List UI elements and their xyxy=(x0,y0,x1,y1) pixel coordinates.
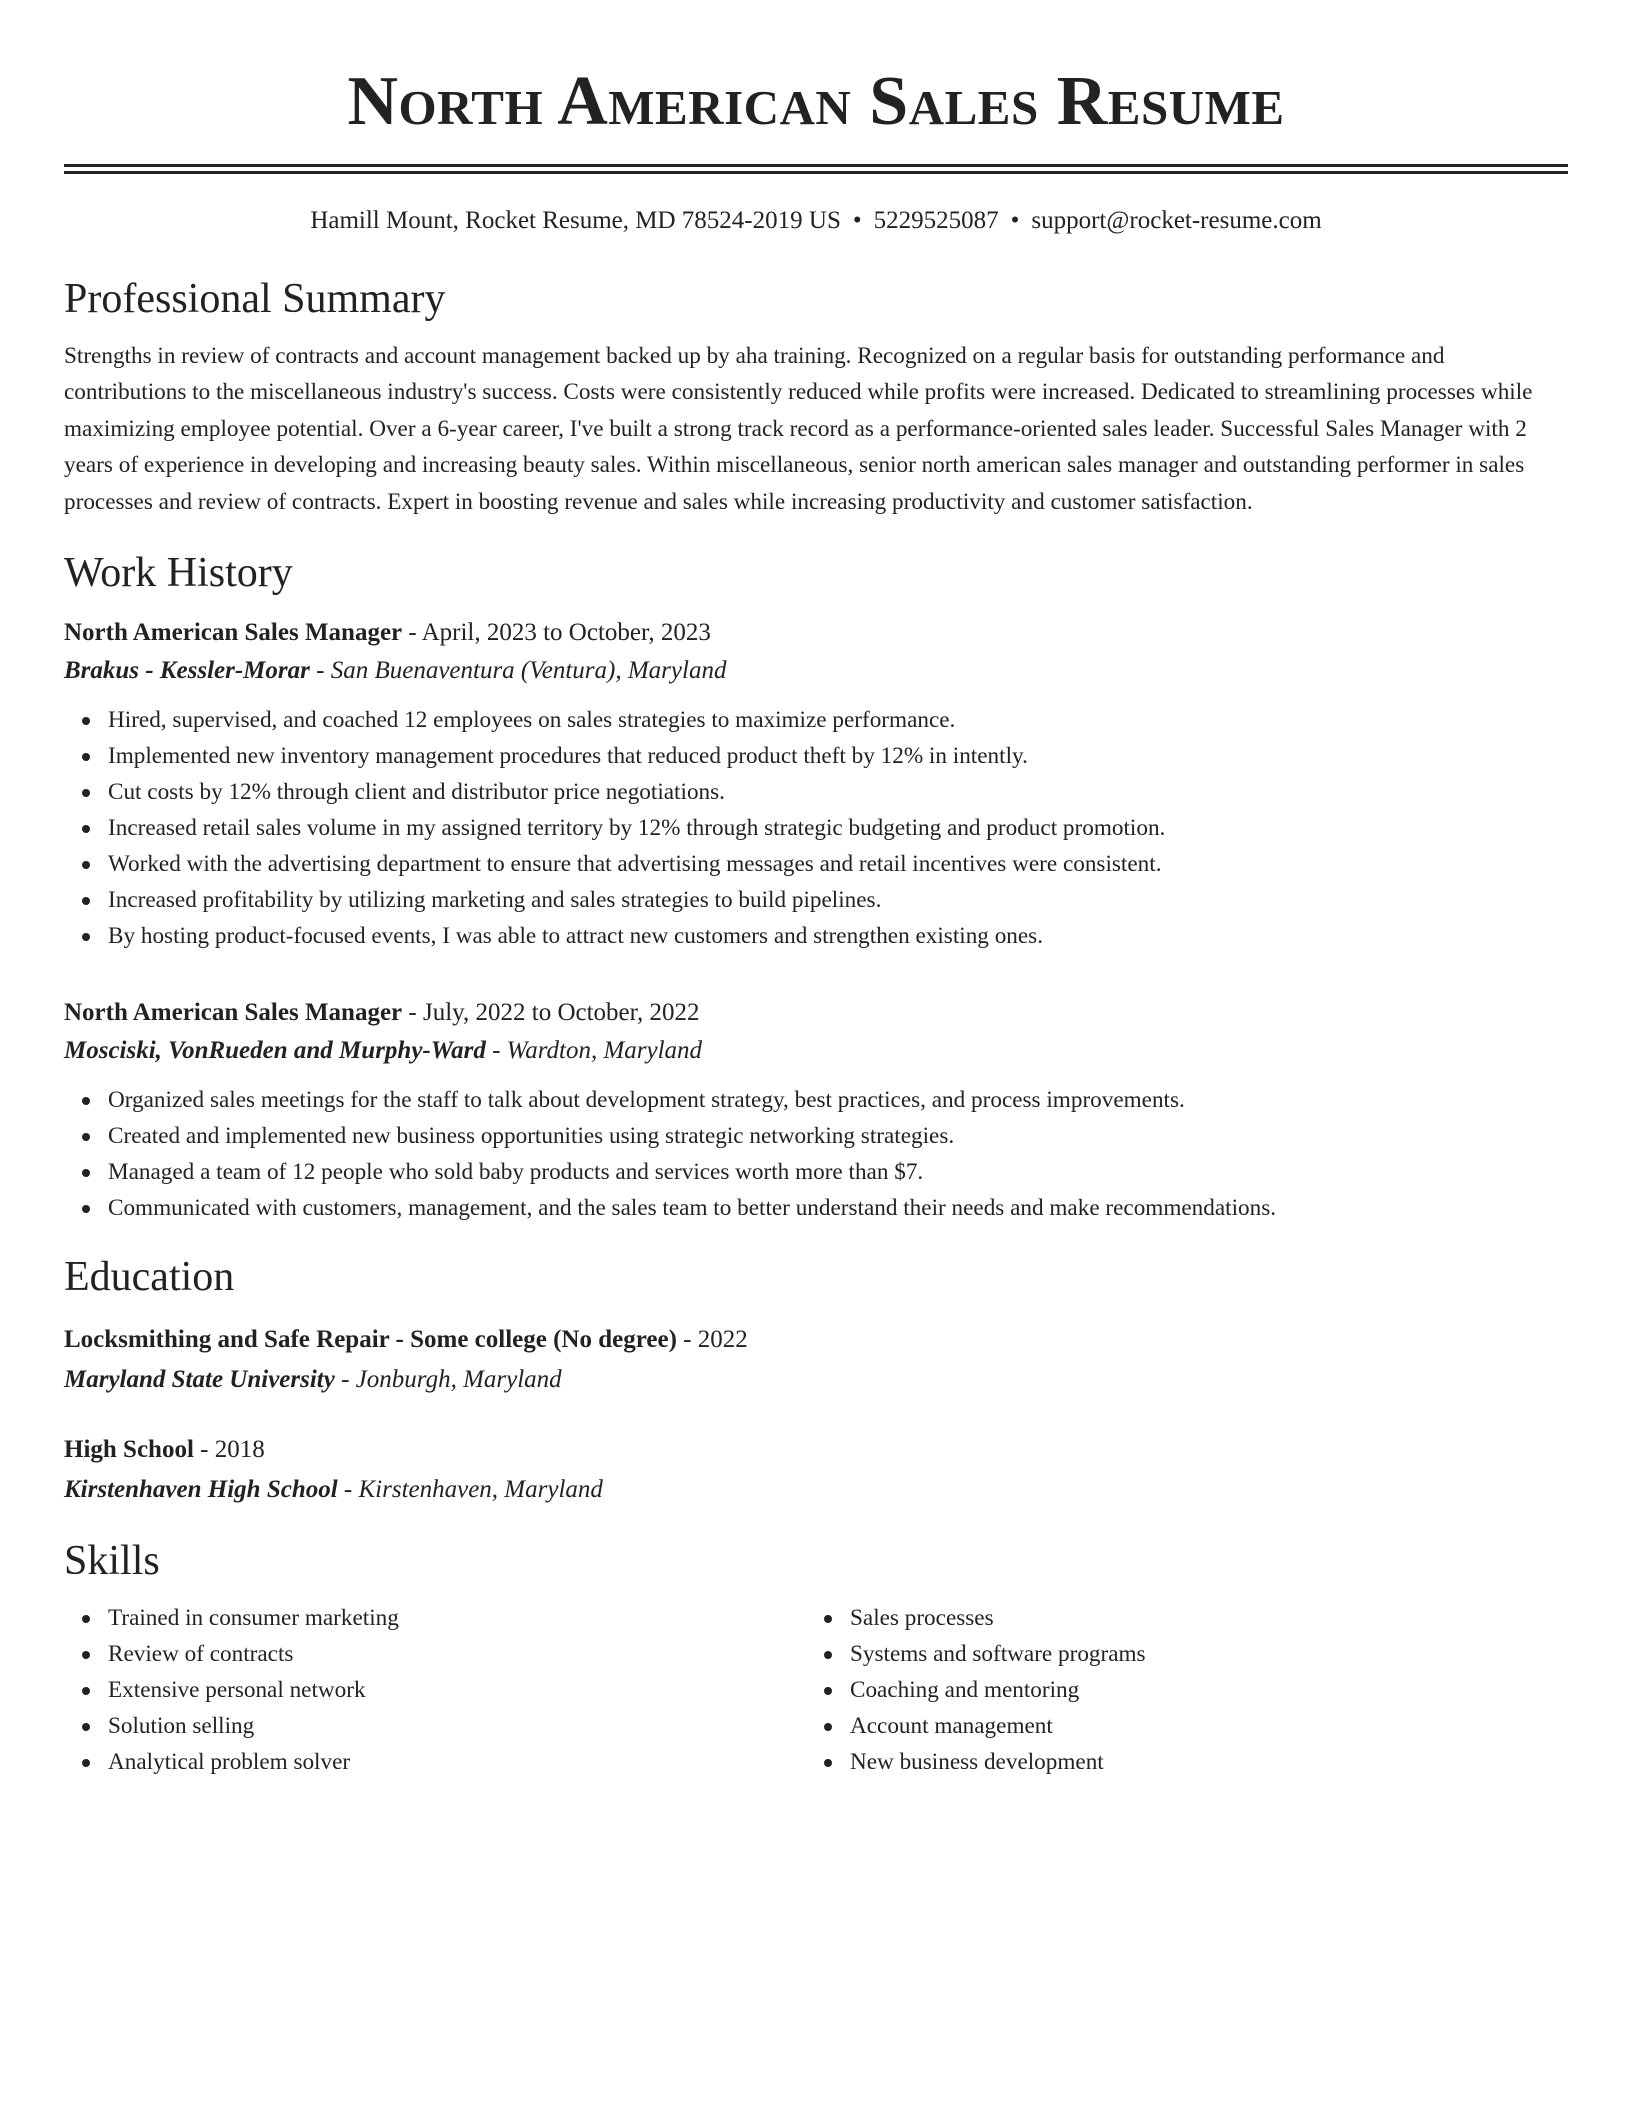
job-company-line xyxy=(64,1032,1568,1070)
education-school: Maryland State University xyxy=(64,1366,335,1394)
education-degree-line xyxy=(64,1430,1568,1470)
contact-separator: • xyxy=(1010,207,1020,234)
contact-line xyxy=(64,204,1568,238)
title-double-rule xyxy=(64,164,1568,174)
job-entry xyxy=(64,994,1568,1226)
education-entry xyxy=(64,1320,1568,1400)
job-title: North American Sales Manager xyxy=(64,999,403,1027)
skills-heading: Skills xyxy=(64,1538,160,1585)
job-bullet: Communicated with customers, management, and the sales team to better understand their needs and make recommendations. xyxy=(108,1190,1568,1226)
skills-columns xyxy=(64,1600,1568,1780)
job-bullet: Organized sales meetings for the staff to talk about development strategy, best practices, and process improvements. xyxy=(108,1082,1568,1118)
education-location: - Kirstenhaven, Maryland xyxy=(343,1476,603,1504)
skill-item: Analytical problem solver xyxy=(108,1744,806,1780)
job-entry xyxy=(64,614,1568,954)
education-year: - 2022 xyxy=(683,1326,748,1354)
contact-separator: • xyxy=(852,207,862,234)
education-location: - Jonburgh, Maryland xyxy=(341,1366,562,1394)
contact-address: Hamill Mount, Rocket Resume, MD 78524-2019 US xyxy=(310,207,841,234)
skill-item: Review of contracts xyxy=(108,1636,806,1672)
job-title: North American Sales Manager xyxy=(64,619,403,647)
skill-item: Coaching and mentoring xyxy=(850,1672,1548,1708)
job-dates: - April, 2023 to October, 2023 xyxy=(408,619,711,647)
job-company: Brakus - Kessler-Morar xyxy=(64,657,310,685)
job-bullet: Cut costs by 12% through client and distributor price negotiations. xyxy=(108,774,1568,810)
skill-item: Trained in consumer marketing xyxy=(108,1600,806,1636)
job-location: - San Buenaventura (Ventura), Maryland xyxy=(316,657,727,685)
skills-column-left xyxy=(64,1600,806,1780)
job-bullet-list xyxy=(64,702,1568,954)
education-degree: Locksmithing and Safe Repair - Some college (No degree) xyxy=(64,1326,677,1354)
skill-item: Extensive personal network xyxy=(108,1672,806,1708)
job-bullet: Increased profitability by utilizing marketing and sales strategies to build pipelines. xyxy=(108,882,1568,918)
education-school: Kirstenhaven High School xyxy=(64,1476,338,1504)
job-company-line xyxy=(64,652,1568,690)
job-bullet: Hired, supervised, and coached 12 employees on sales strategies to maximize performance. xyxy=(108,702,1568,738)
contact-email: support@rocket-resume.com xyxy=(1031,207,1322,234)
education-degree: High School xyxy=(64,1436,194,1464)
job-bullet: Implemented new inventory management procedures that reduced product theft by 12% in intently. xyxy=(108,738,1568,774)
education-school-line xyxy=(64,1360,1568,1400)
job-location: - Wardton, Maryland xyxy=(492,1037,703,1065)
job-dates: - July, 2022 to October, 2022 xyxy=(408,999,700,1027)
education-year: - 2018 xyxy=(200,1436,265,1464)
skill-item: Sales processes xyxy=(850,1600,1548,1636)
job-title-line xyxy=(64,994,1568,1032)
resume-title: North American Sales Resume xyxy=(347,63,1285,140)
skills-list xyxy=(64,1600,806,1780)
job-bullet-list xyxy=(64,1082,1568,1226)
job-bullet: Created and implemented new business opportunities using strategic networking strategies. xyxy=(108,1118,1568,1154)
job-company: Mosciski, VonRueden and Murphy-Ward xyxy=(64,1037,486,1065)
skill-item: Systems and software programs xyxy=(850,1636,1548,1672)
job-bullet: By hosting product-focused events, I was able to attract new customers and strengthen existing ones. xyxy=(108,918,1568,954)
job-bullet: Managed a team of 12 people who sold baby products and services worth more than $7. xyxy=(108,1154,1568,1190)
summary-heading: Professional Summary xyxy=(64,276,446,322)
skill-item: Account management xyxy=(850,1708,1548,1744)
education-school-line xyxy=(64,1470,1568,1510)
education-heading: Education xyxy=(64,1254,235,1301)
job-title-line xyxy=(64,614,1568,652)
job-bullet: Increased retail sales volume in my assigned territory by 12% through strategic budgeting and product promotion. xyxy=(108,810,1568,846)
skill-item: New business development xyxy=(850,1744,1548,1780)
work-history-heading: Work History xyxy=(64,550,293,597)
job-bullet: Worked with the advertising department to ensure that advertising messages and retail incentives were consistent. xyxy=(108,846,1568,882)
skill-item: Solution selling xyxy=(108,1708,806,1744)
education-degree-line xyxy=(64,1320,1568,1360)
contact-phone: 5229525087 xyxy=(873,207,999,234)
summary-text: Strengths in review of contracts and account management backed up by aha training. Recognized on a regular basis for outstanding performance and contributions to the miscellaneous industry's success. Costs were consistently reduced while profits were increased. Dedicated to streamlining processes while maximizing employee potential. Over a 6-year career, I've built a strong track record as a performance-oriented sales leader. Successful Sales Manager with 2 years of experience in developing and increasing beauty sales. Within miscellaneous, senior north american sales manager and outstanding performer in sales processes and review of contracts. Expert in boosting revenue and sales while increasing productivity and customer satisfaction. xyxy=(64,343,1533,515)
skills-column-right xyxy=(806,1600,1548,1780)
education-entry xyxy=(64,1430,1568,1510)
skills-list xyxy=(806,1600,1548,1780)
